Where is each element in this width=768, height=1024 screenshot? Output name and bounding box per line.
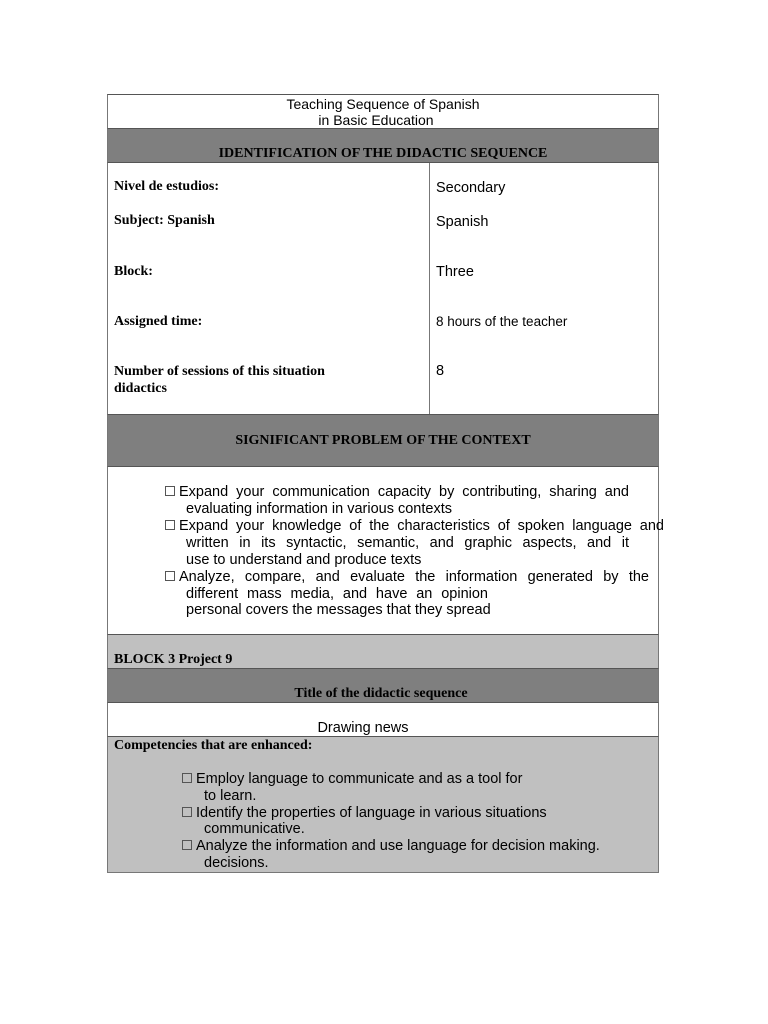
- problem-3-line2: different mass media, and have an opinion: [186, 586, 488, 602]
- title-heading: Title of the didactic sequence: [294, 686, 468, 701]
- title-heading-row: [107, 668, 659, 703]
- problem-3-line3: personal covers the messages that they spread: [186, 602, 491, 618]
- doc-title-line1: Teaching Sequence of Spanish: [286, 96, 480, 112]
- block-project-row: [107, 634, 659, 669]
- bullet-icon: [182, 840, 192, 850]
- column-divider: [429, 163, 430, 415]
- assigned-time-label: Assigned time:: [114, 314, 203, 329]
- bullet-icon: [165, 486, 175, 496]
- problem-1-line2: evaluating information in various contexts: [186, 501, 452, 517]
- sequence-title-row: [107, 702, 659, 737]
- competencies-heading: Competencies that are enhanced:: [114, 738, 313, 753]
- problem-list: [107, 466, 664, 635]
- competency-3-line1: Analyze the information and use language for decision making.: [196, 838, 600, 854]
- bullet-icon: [182, 773, 192, 783]
- sessions-value: 8: [436, 363, 445, 379]
- problem-item: [165, 484, 629, 500]
- problem-2-line3: use to understand and produce texts: [186, 552, 422, 568]
- problem-item: [165, 518, 664, 534]
- sequence-title: Drawing news: [317, 720, 409, 736]
- competency-2-line2: communicative.: [204, 821, 305, 837]
- doc-title-line2: in Basic Education: [318, 112, 434, 128]
- bullet-icon: [165, 520, 175, 530]
- competency-1-line1: Employ language to communicate and as a tool for: [196, 771, 523, 787]
- bullet-icon: [182, 807, 192, 817]
- identification-heading-row: [107, 128, 659, 163]
- subject-value: Spanish: [436, 214, 489, 230]
- assigned-time-value: 8 hours of the teacher: [436, 314, 568, 329]
- title-row: [107, 94, 659, 129]
- problem-heading-row: [107, 414, 659, 467]
- competencies-block: [107, 736, 659, 873]
- bullet-icon: [165, 571, 175, 581]
- competency-3-line2: decisions.: [204, 855, 269, 871]
- competency-item: [182, 805, 547, 821]
- problem-item: [165, 569, 649, 585]
- subject-label: Subject: Spanish: [114, 213, 215, 228]
- identification-fields: [107, 162, 659, 415]
- level-label: Nivel de estudios:: [114, 179, 219, 194]
- level-value: Secondary: [436, 180, 506, 196]
- problem-heading: SIGNIFICANT PROBLEM OF THE CONTEXT: [235, 433, 531, 448]
- block-label: Block:: [114, 264, 153, 279]
- problem-3-line1: Analyze, compare, and evaluate the information generated by the: [179, 569, 649, 585]
- competency-2-line1: Identify the properties of language in various situations: [196, 805, 547, 821]
- block-value: Three: [436, 264, 474, 280]
- problem-2-line1: Expand your knowledge of the characteristics of spoken language and: [179, 518, 664, 534]
- sessions-label-line1: Number of sessions of this situation: [114, 364, 325, 379]
- competency-1-line2: to learn.: [204, 788, 257, 804]
- competency-item: [182, 838, 600, 854]
- problem-2-line2: written in its syntactic, semantic, and graphic aspects, and it: [186, 535, 629, 551]
- identification-heading: IDENTIFICATION OF THE DIDACTIC SEQUENCE: [218, 146, 548, 161]
- competency-item: [182, 771, 522, 787]
- problem-1-line1: Expand your communication capacity by contributing, sharing and: [179, 484, 629, 500]
- block-project: BLOCK 3 Project 9: [114, 652, 233, 667]
- sessions-label-line2: didactics: [114, 381, 167, 396]
